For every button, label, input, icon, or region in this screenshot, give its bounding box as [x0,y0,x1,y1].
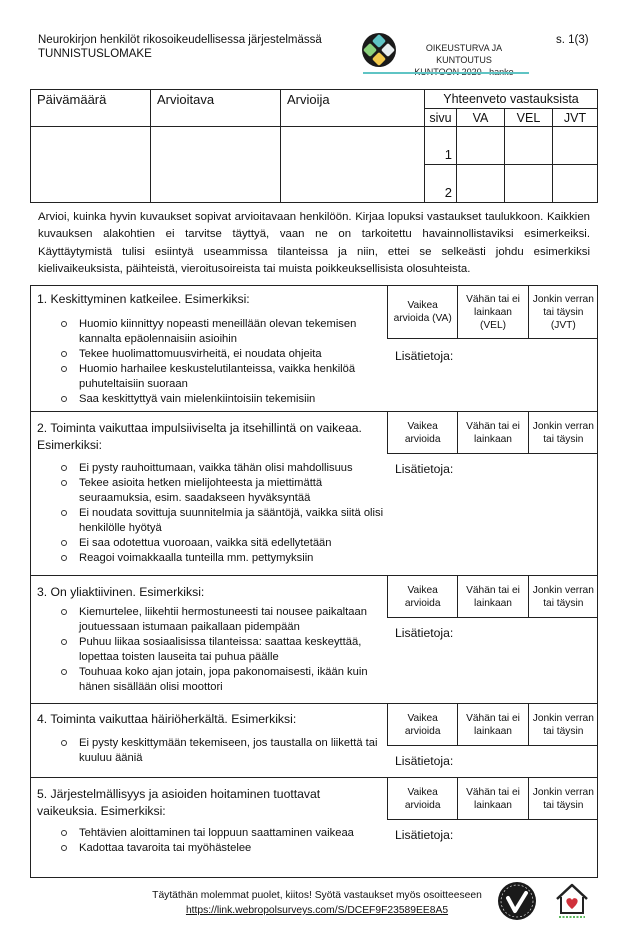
bullet-icon [61,845,67,851]
list-item: Tehtävien aloittaminen tai loppuun saattaminen vaikeaa [61,826,391,841]
rating-option-vel[interactable]: Vähän tai ei lainkaan [457,778,527,820]
page-1-label: 1 [425,127,457,165]
evaluator-cell[interactable] [281,127,425,203]
question-1-rating [387,286,598,339]
list-item: Ei saa odotettua vuoroaan, vaikka sitä edellytetään [61,536,391,551]
question-5-extra-label[interactable]: Lisätietoja: [395,828,454,842]
footer-note [142,888,492,918]
form-title-line1: Neurokirjon henkilöt rikosoikeudellisessa järjestelmässä [38,34,322,46]
instructions-text: Arvioi, kuinka hyvin kuvaukset sopivat arvioitavaan henkilöön. Kirjaa lopuksi vastaukset taulukkoon. Kaikkien kuvauksen alakohtien ei tarvitse täyttyä, vaan ne on tarkoitettu havainnollistaviksi esimerkeiksi. Käyttäytymistä tulisi esiintyä useammissa tilanteissa ja niin, ettei se selkeästi johdu esimerkiksi kielivaikeuksista, päihteistä, vieroitusoireista tai muista poikkeuksellisista olosuhteista. [38,211,590,276]
page-1-va-cell[interactable] [457,127,505,165]
bullet-icon [61,366,67,372]
list-item: Touhuaa koko ajan jotain, jopa pakonomaisesti, ikään kuin hänen sisällään olisi moottori [61,665,391,695]
page-1-jvt-cell[interactable] [553,127,598,165]
question-3-title: 3. On yliaktiivinen. Esimerkiksi: [37,585,205,599]
list-item: Tekee asioita hetken mielijohteesta ja miettimättä seuraamuksia, esim. saadakseen hyväksyntää [61,476,391,506]
list-item: Ei noudata sovittuja suunnitelmia ja sääntöjä, vaikka siitä olisi henkilölle hyötyä [61,506,391,536]
question-4-examples [61,736,391,766]
form-title [38,33,322,61]
jvt-col-header: JVT [553,109,598,127]
rating-option-jvt[interactable]: Jonkin verran tai täysin [528,778,598,820]
page-2-va-cell[interactable] [457,165,505,203]
certification-badge-icon [497,881,537,921]
question-section-4 [30,704,598,778]
rating-option-jvt[interactable]: Jonkin verran tai täysin [528,704,598,746]
bullet-icon [61,396,67,402]
list-item: Huomio kiinnittyy nopeasti meneillään olevan tekemisen kannalta epäolennaisiin asioihin [61,317,391,347]
page-2-label: 2 [425,165,457,203]
bullet-icon [61,609,67,615]
rating-option-jvt[interactable]: Jonkin verran tai täysin [528,412,598,454]
bullet-icon [61,639,67,645]
date-header: Päivämäärä [31,90,151,127]
question-5-title: 5. Järjestelmällisyys ja asioiden hoitaminen tuottavat vaikeuksia. Esimerkiksi: [37,787,321,818]
rating-option-va[interactable]: Vaikea arvioida [387,778,457,820]
summary-header: Yhteenveto vastauksista [425,90,598,109]
list-item: Ei pysty keskittymään tekemiseen, jos taustalla on liikettä tai kuuluu ääniä [61,736,391,766]
question-1-examples [61,317,391,407]
house-heart-icon [554,881,590,921]
list-item: Reagoi voimakkaalla tunteilla mm. pettymyksiin [61,551,391,566]
list-item: Kadottaa tavaroita tai myöhästelee [61,841,391,856]
question-2-title: 2. Toiminta vaikuttaa impulsiiviselta ja itsehillintä on vaikeaa. Esimerkiksi: [37,421,362,452]
evaluated-cell[interactable] [151,127,281,203]
rating-option-vel[interactable]: Vähän tai ei lainkaan [457,412,527,454]
bullet-icon [61,321,67,327]
page-1-vel-cell[interactable] [505,127,553,165]
project-logo-icon [361,32,397,68]
rating-option-va[interactable]: Vaikea arvioida (VA) [387,286,457,339]
question-section-5 [30,778,598,878]
list-item: Saa keskittyttyä vain mielenkiintoisiin tekemisiin [61,392,391,407]
date-cell[interactable] [31,127,151,203]
question-3-rating [387,576,598,618]
rating-option-vel[interactable]: Vähän tai ei lainkaan (VEL) [457,286,527,339]
question-2-rating [387,412,598,454]
page-2-vel-cell[interactable] [505,165,553,203]
va-col-header: VA [457,109,505,127]
evaluator-header: Arvioija [281,90,425,127]
bullet-icon [61,555,67,561]
list-item: Ei pysty rauhoittumaan, vaikka tähän olisi mahdollisuus [61,461,391,476]
bullet-icon [61,830,67,836]
logo-underline [363,72,529,74]
list-item: Tekee huolimattomuusvirheitä, ei noudata ohjeita [61,347,391,362]
rating-option-va[interactable]: Vaikea arvioida [387,576,457,618]
rating-option-va[interactable]: Vaikea arvioida [387,412,457,454]
bullet-icon [61,740,67,746]
bullet-icon [61,351,67,357]
question-2-extra-label[interactable]: Lisätietoja: [395,462,454,476]
bullet-icon [61,540,67,546]
question-4-rating [387,704,598,746]
bullet-icon [61,480,67,486]
bullet-icon [61,510,67,516]
page-2-jvt-cell[interactable] [553,165,598,203]
summary-table [30,89,598,203]
list-item: Puhuu liikaa sosiaalisissa tilanteissa: saattaa keskeyttää, lopettaa toisten lauseita tai puhua päälle [61,635,391,665]
survey-link[interactable]: https://link.webropolsurveys.com/S/DCEF9F23589EE8A5 [185,905,449,916]
question-section-1 [30,285,598,412]
logo-text-line1: OIKEUSTURVA JA KUNTOUTUS [425,43,503,65]
question-4-extra-label[interactable]: Lisätietoja: [395,754,454,768]
bullet-icon [61,669,67,675]
rating-option-jvt[interactable]: Jonkin verran tai täysin (JVT) [528,286,598,339]
page-number: s. 1(3) [556,34,589,46]
rating-option-va[interactable]: Vaikea arvioida [387,704,457,746]
question-1-extra-label[interactable]: Lisätietoja: [395,349,454,363]
question-3-extra-label[interactable]: Lisätietoja: [395,626,454,640]
bullet-icon [61,465,67,471]
question-4-title: 4. Toiminta vaikuttaa häiriöherkältä. Esimerkiksi: [37,712,297,726]
question-3-examples [61,605,391,695]
evaluated-header: Arvioitava [151,90,281,127]
rating-option-vel[interactable]: Vähän tai ei lainkaan [457,576,527,618]
question-2-examples [61,461,391,566]
question-5-rating [387,778,598,820]
rating-option-vel[interactable]: Vähän tai ei lainkaan [457,704,527,746]
question-5-examples [61,826,391,856]
question-section-2 [30,412,598,576]
page-col-header: sivu [425,109,457,127]
list-item: Kiemurtelee, liikehtii hermostuneesti tai nousee paikaltaan joutuessaan istumaan paikallaan pidempään [61,605,391,635]
footer-text: Täytäthän molemmat puolet, kiitos! Syötä vastaukset myös osoitteeseen [152,890,482,901]
question-section-3 [30,576,598,704]
rating-option-jvt[interactable]: Jonkin verran tai täysin [528,576,598,618]
form-title-line2: TUNNISTUSLOMAKE [38,48,152,60]
vel-col-header: VEL [505,109,553,127]
question-1-title: 1. Keskittyminen katkeilee. Esimerkiksi: [37,292,250,306]
list-item: Huomio harhailee keskustelutilanteissa, vaikka henkilöä puhuteltaisiin suoraan [61,362,391,392]
